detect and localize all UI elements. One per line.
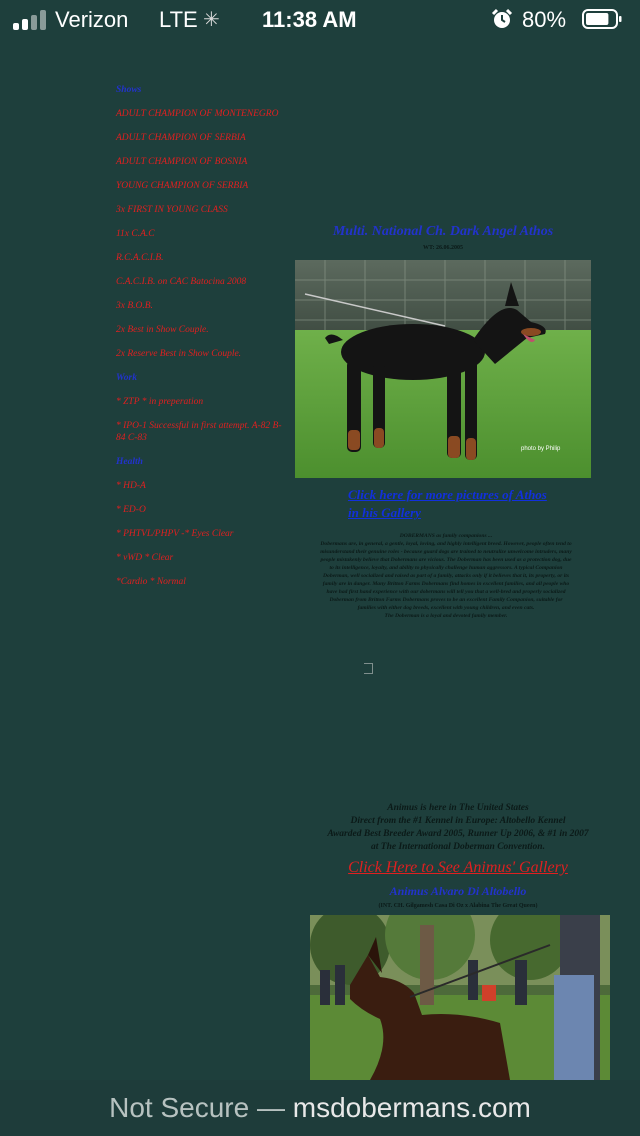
athos-gallery-link[interactable]: Click here for more pictures of Athos in his Gallery [348, 487, 547, 520]
achievement-item: ADULT CHAMPION OF BOSNIA [116, 157, 248, 167]
photo-watermark: photo by Philip [521, 446, 561, 452]
animus-line: Awarded Best Breeder Award 2005, Runner Up 2006, & #1 in 2007 [327, 829, 589, 839]
achievement-item: *Cardio * Normal [116, 577, 186, 587]
athos-photo [295, 260, 591, 478]
athos-whelp-date: WT: 26.06.2005 [422, 245, 464, 251]
achievement-item: * ED-O [116, 505, 146, 515]
achievement-item: ADULT CHAMPION OF MONTENEGRO [116, 109, 279, 119]
achievement-item: 3x B.O.B. [116, 301, 153, 311]
clock: 11:38 AM [262, 7, 357, 32]
achievement-item: * HD-A [116, 481, 146, 491]
achievement-item: R.C.A.C.I.B. [116, 253, 164, 263]
achievement-item: * PHTVL/PHPV -* Eyes Clear [116, 529, 234, 539]
achievement-item: * IPO-1 Successful in first attempt. A-82 B-84 C-83 [116, 421, 282, 443]
section-header: Work [116, 373, 137, 383]
achievement-item: 2x Reserve Best in Show Couple. [116, 349, 242, 359]
url-separator: — [256, 1092, 285, 1123]
animus-line: at The International Doberman Convention. [371, 842, 545, 852]
description-closing: The Doberman is a loyal and devoted family member. [384, 613, 508, 619]
section-header: Health [116, 457, 143, 467]
achievement-item: C.A.C.I.B. on CAC Batocina 2008 [116, 277, 247, 287]
achievements-list [116, 84, 286, 600]
animus-photo [310, 915, 610, 1080]
cellular-signal-icon [13, 10, 47, 30]
achievement-item: YOUNG CHAMPION OF SERBIA [116, 181, 249, 191]
animus-line: Animus is here in The United States [387, 803, 529, 813]
battery-percentage: 80% [522, 7, 567, 32]
achievement-item: * ZTP * in preperation [116, 397, 204, 407]
achievement-item: ADULT CHAMPION OF SERBIA [116, 133, 246, 143]
achievement-item: 11x C.A.C [116, 229, 155, 239]
description-title: DOBERMANS as family companions ... [399, 533, 493, 539]
url-domain: msdobermans.com [292, 1092, 531, 1123]
animus-line: Direct from the #1 Kennel in Europe: Altobello Kennel [350, 816, 566, 826]
broken-image-icon [364, 663, 373, 674]
animus-title: Animus Alvaro Di Altobello [389, 884, 527, 898]
alarm-icon [491, 8, 513, 36]
loading-spinner-icon: ✳ [203, 9, 220, 31]
description-body: Dobermans are, in general, a gentle, loyal, loving, and highly intelligent breed. However, people often tend to misunderstand their genuine roles - because guard dogs are trained to neutralize unwelcome intruders, many people mistakenly believe that Dobermans are vicious. The Doberman has been used as a protection dog, due to its intelligence, loyalty, and ability to physically challenge human aggressors. A typical Companion Doberman, well socialized and raised as part of a family, attacks only if it believes that it, its property, or its family are in danger. Many Britton Farms Dobermans find homes in excellent families, and all people who have had first hand experience with our dobermans will tell you that a well-bred and properly socialized Doberman from Britton Farms Dobermans proves to be an excellent Family Companion, suitable for families with either dog breeds, excellent with young children, and even cats. [320, 541, 572, 611]
doberman-description [320, 532, 572, 620]
athos-title: Multi. National Ch. Dark Angel Athos [332, 224, 554, 239]
animus-parents: (INT. CH. Gilgamesh Casa Di Oz x Alabina The Great Queen) [378, 903, 538, 909]
browser-url-bar[interactable] [0, 1080, 640, 1136]
security-warning: Not Secure [109, 1092, 250, 1123]
network-type: LTE [159, 7, 198, 32]
carrier-name: Verizon [55, 7, 129, 32]
status-bar [0, 0, 640, 42]
battery-icon [582, 9, 622, 29]
achievement-item: 3x FIRST IN YOUNG CLASS [116, 205, 228, 215]
achievement-item: * vWD * Clear [116, 553, 174, 563]
animus-intro [300, 802, 616, 854]
section-header: Shows [116, 85, 142, 95]
animus-gallery-link[interactable]: Click Here to See Animus' Gallery [348, 859, 568, 876]
achievement-item: 2x Best in Show Couple. [116, 325, 209, 335]
